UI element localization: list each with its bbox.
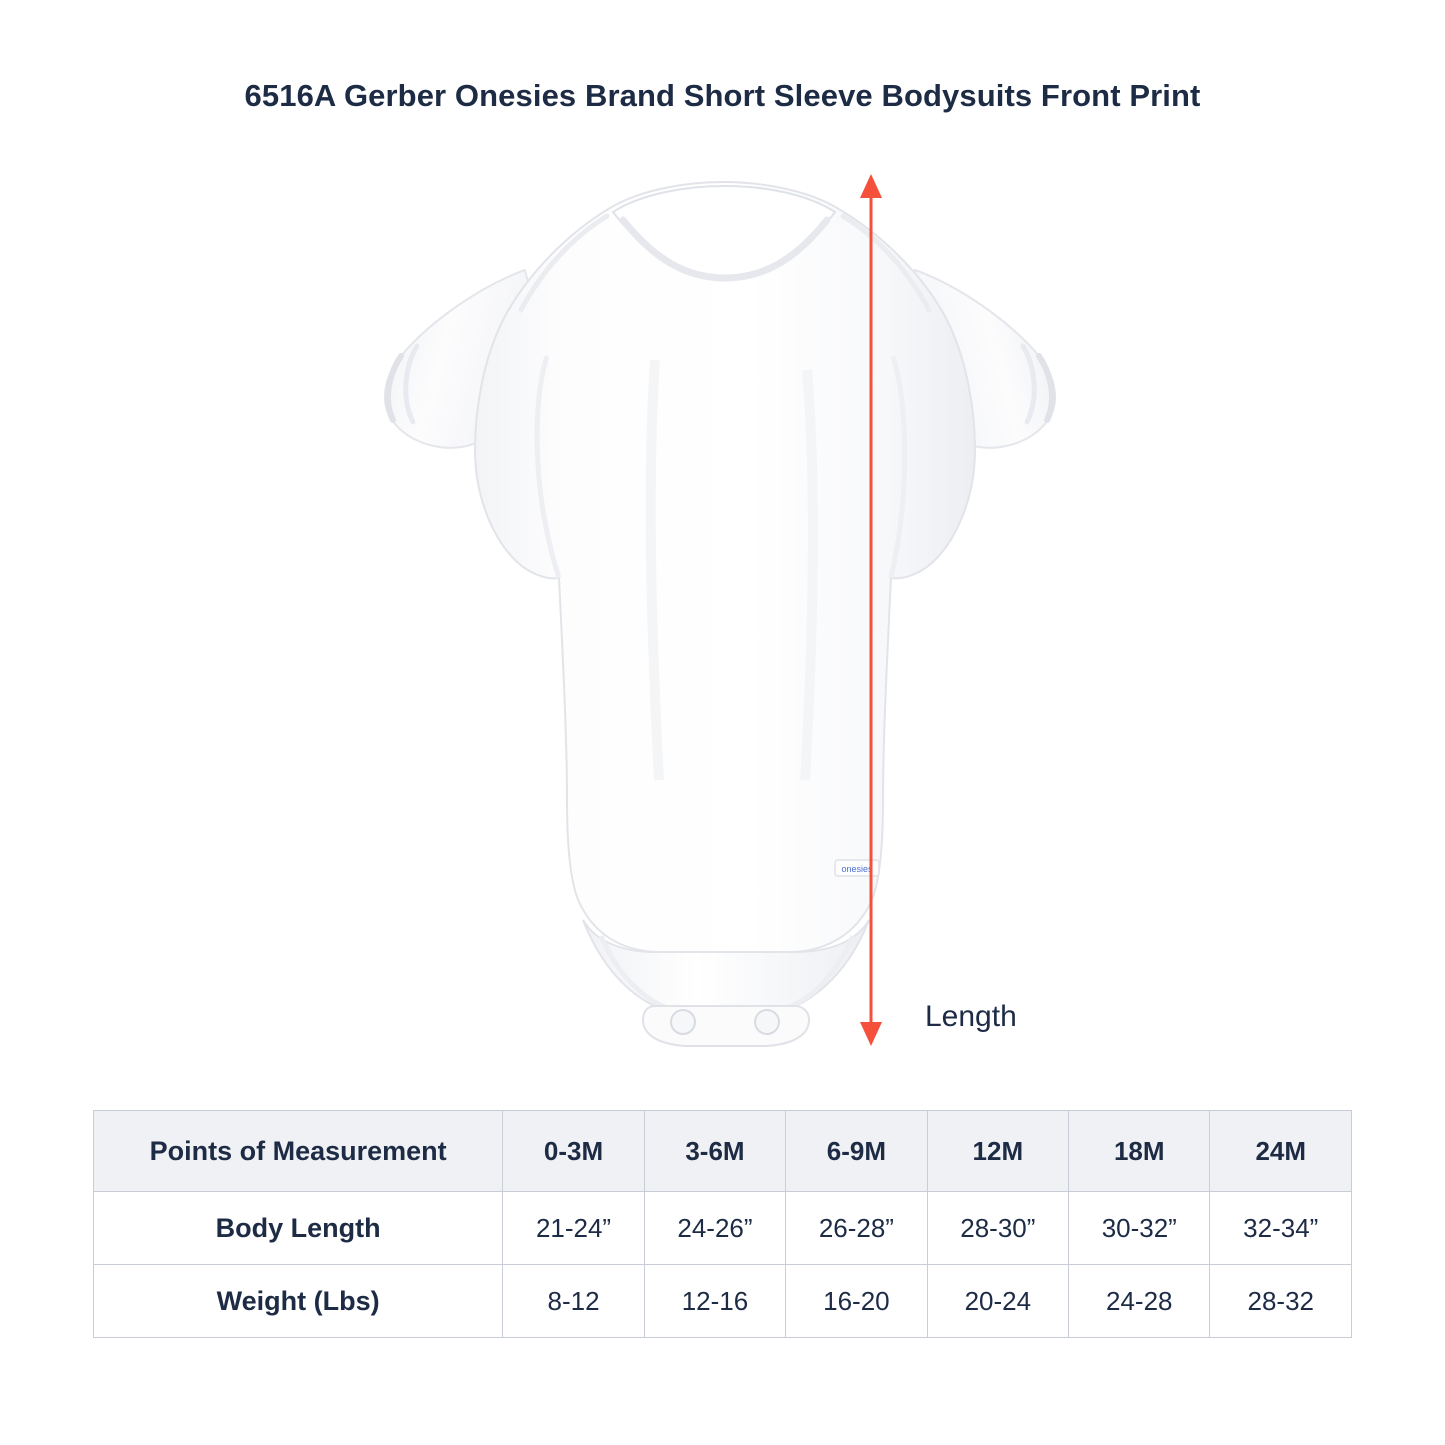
cell-body-length-0-3m: 21-24”: [503, 1192, 644, 1265]
table-row: [94, 1192, 1352, 1265]
cell-body-length-12m: 28-30”: [927, 1192, 1068, 1265]
cell-body-length-3-6m: 24-26”: [644, 1192, 785, 1265]
row-label-weight: Weight (Lbs): [94, 1265, 503, 1338]
size-chart-table: [93, 1110, 1352, 1338]
row-label-body-length: Body Length: [94, 1192, 503, 1265]
cell-weight-18m: 24-28: [1069, 1265, 1210, 1338]
cell-weight-24m: 28-32: [1210, 1265, 1352, 1338]
cell-body-length-24m: 32-34”: [1210, 1192, 1352, 1265]
column-header-18m: 18M: [1069, 1111, 1210, 1192]
table-header-row: [94, 1111, 1352, 1192]
cell-body-length-18m: 30-32”: [1069, 1192, 1210, 1265]
page-title: 6516A Gerber Onesies Brand Short Sleeve Bodysuits Front Print: [244, 78, 1201, 113]
table-row: [94, 1265, 1352, 1338]
snap-button: [671, 1010, 695, 1034]
column-header-0-3m: 0-3M: [503, 1111, 644, 1192]
column-header-24m: 24M: [1210, 1111, 1352, 1192]
cell-weight-0-3m: 8-12: [503, 1265, 644, 1338]
bodysuit-illustration: [355, 160, 1095, 1060]
cell-body-length-6-9m: 26-28”: [786, 1192, 927, 1265]
garment-shape: [385, 182, 1055, 1046]
column-header-points-of-measurement: Points of Measurement: [94, 1111, 503, 1192]
cell-weight-3-6m: 12-16: [644, 1265, 785, 1338]
length-label: Length: [925, 1000, 1017, 1033]
cell-weight-6-9m: 16-20: [786, 1265, 927, 1338]
snap-button: [755, 1010, 779, 1034]
cell-weight-12m: 20-24: [927, 1265, 1068, 1338]
bodysuit-svg: [355, 160, 1095, 1060]
svg-text:onesies: onesies: [841, 864, 873, 874]
column-header-3-6m: 3-6M: [644, 1111, 785, 1192]
column-header-12m: 12M: [927, 1111, 1068, 1192]
column-header-6-9m: 6-9M: [786, 1111, 927, 1192]
